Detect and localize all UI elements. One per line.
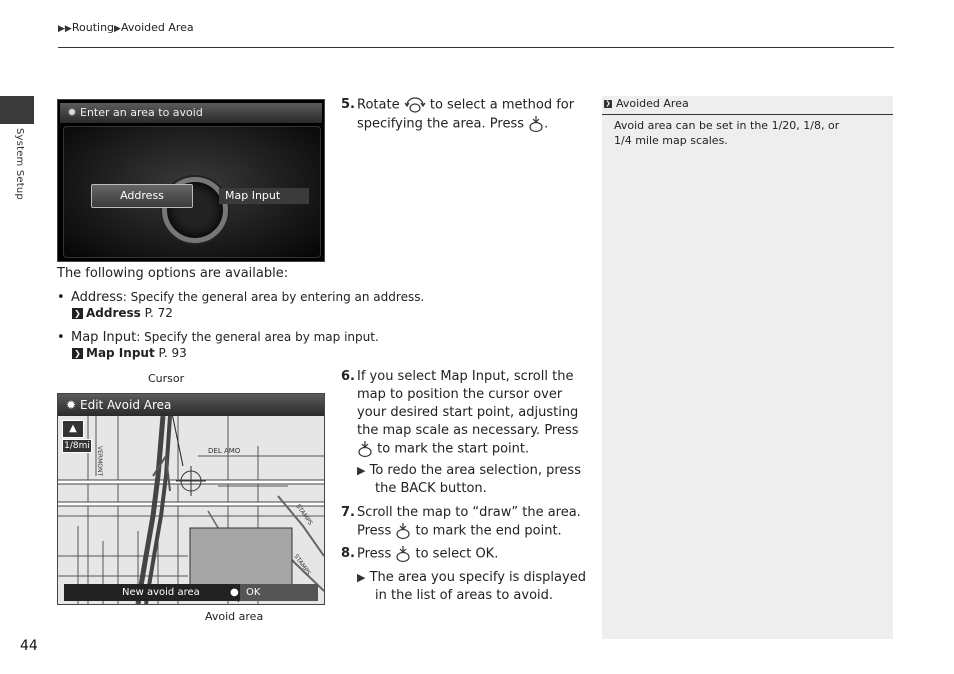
step-text: to select a method for: [429, 97, 575, 113]
xref-map-input[interactable]: [72, 346, 187, 360]
side-note-body: [614, 118, 874, 148]
callout-cursor: Cursor: [148, 372, 185, 385]
ok-button[interactable]: OK: [240, 584, 318, 601]
screen1-title-bar: [60, 103, 322, 123]
map-view[interactable]: [58, 416, 324, 604]
press-dial-icon: ●: [230, 587, 239, 598]
header-divider: [58, 47, 894, 48]
step-8: [341, 545, 581, 567]
press-dial-icon: [357, 440, 373, 458]
screen1-panel: [63, 126, 321, 258]
step-7: [341, 504, 581, 544]
bullet-icon: •: [57, 330, 65, 345]
step-5: [341, 96, 581, 136]
option-desc: : Specify the general area by map input.: [136, 330, 379, 344]
step-text: Press: [357, 546, 392, 562]
screen2-title-bar: [58, 394, 324, 416]
bullet-icon: •: [57, 290, 65, 305]
address-button[interactable]: Address: [91, 184, 193, 208]
note-text: To redo the area selection, press: [369, 463, 581, 478]
step-term: Map Input: [440, 369, 506, 384]
side-tab-label: System Setup: [14, 128, 25, 200]
rotate-dial-icon: [404, 96, 426, 114]
xref-address[interactable]: [72, 306, 173, 320]
street-label-del-amo: DEL AMO: [208, 447, 241, 455]
breadcrumb-item-avoided-area[interactable]: Avoided Area: [120, 21, 194, 34]
step-text: Scroll the map to “draw” the area.: [357, 505, 581, 520]
map-input-button[interactable]: Map Input: [219, 188, 309, 204]
step-number: 7.: [341, 505, 355, 520]
note-reference-icon: ❯: [605, 100, 611, 107]
xref-name: Map Input: [86, 346, 155, 360]
street-label-stamps-1: STAMPS: [294, 503, 314, 527]
step-text: to select: [415, 546, 476, 562]
screen1-title: Enter an area to avoid: [80, 106, 203, 119]
press-dial-icon: [395, 545, 411, 563]
options-intro: The following options are available:: [57, 266, 289, 281]
arrow-icon: ▶: [357, 571, 366, 584]
option-map-input: [57, 328, 379, 347]
note-text: in the list of areas to avoid.: [375, 588, 554, 603]
step-text: your desired start point, adjusting: [357, 405, 579, 420]
breadcrumb-arrows: ▶▶: [58, 24, 72, 34]
step-text: to mark the start point.: [377, 441, 530, 457]
screen-edit-avoid-area: [57, 393, 325, 605]
xref-page: P. 93: [154, 346, 187, 360]
side-note-title: Avoided Area: [616, 97, 689, 110]
step-6-note: [357, 462, 587, 498]
step-number: 5.: [341, 97, 355, 112]
press-dial-icon: [395, 522, 411, 540]
page-number: 44: [20, 638, 38, 654]
side-note-header: [602, 96, 893, 115]
side-note-panel: [602, 96, 893, 639]
option-term: Address: [71, 290, 123, 305]
compass-icon[interactable]: ▲: [62, 420, 84, 438]
side-tab-marker: [0, 96, 34, 124]
breadcrumb-separator-icon: ▶: [114, 24, 121, 34]
step-text: to mark the end point.: [415, 523, 562, 539]
step-text: map to position the cursor over: [357, 387, 563, 402]
step-6: [341, 368, 581, 458]
step-text: Press: [357, 523, 392, 539]
step-text: .: [494, 546, 499, 562]
xref-name: Address: [86, 306, 141, 320]
press-dial-icon: [528, 115, 544, 133]
xref-page: P. 72: [140, 306, 173, 320]
new-avoid-area-label: New avoid area: [122, 587, 200, 598]
street-label-stamps-2: STAMPS: [292, 553, 312, 577]
side-note-line: Avoid area can be set in the 1/20, 1/8, or: [614, 119, 840, 132]
street-label-vermont: VERMONT: [96, 446, 103, 477]
cross-reference-icon: ❯: [72, 308, 83, 319]
screen-enter-area-to-avoid: [57, 99, 325, 262]
gear-icon: ✹: [67, 106, 77, 119]
map-scale[interactable]: 1/8mi: [62, 439, 92, 453]
cross-reference-icon: ❯: [72, 348, 83, 359]
step-text: the map scale as necessary. Press: [357, 423, 579, 438]
option-desc: : Specify the general area by entering an address.: [122, 290, 425, 304]
step-text: Rotate: [357, 97, 400, 113]
step-number: 6.: [341, 369, 355, 384]
step-text: specifying the area. Press: [357, 116, 524, 131]
breadcrumb-item-routing[interactable]: Routing: [71, 21, 115, 34]
gear-icon: ✹: [65, 398, 77, 412]
avoid-area-rect[interactable]: [190, 528, 292, 586]
callout-avoid-area: Avoid area: [205, 610, 264, 623]
breadcrumb: [58, 21, 194, 34]
note-text: The area you specify is displayed: [369, 570, 586, 585]
step-text: , scroll the: [505, 369, 574, 384]
screen2-bottom-bar: [64, 584, 318, 601]
step-term: OK: [475, 546, 495, 562]
screen2-title: Edit Avoid Area: [80, 398, 172, 412]
step-8-note: [357, 569, 587, 605]
step-text: If you select: [357, 369, 441, 384]
arrow-icon: ▶: [357, 464, 366, 477]
side-note-line: 1/4 mile map scales.: [614, 134, 728, 147]
option-term: Map Input: [71, 330, 137, 345]
step-number: 8.: [341, 546, 355, 561]
option-address: [57, 288, 424, 307]
note-text: the BACK button.: [375, 481, 487, 496]
step-text: .: [544, 116, 549, 131]
